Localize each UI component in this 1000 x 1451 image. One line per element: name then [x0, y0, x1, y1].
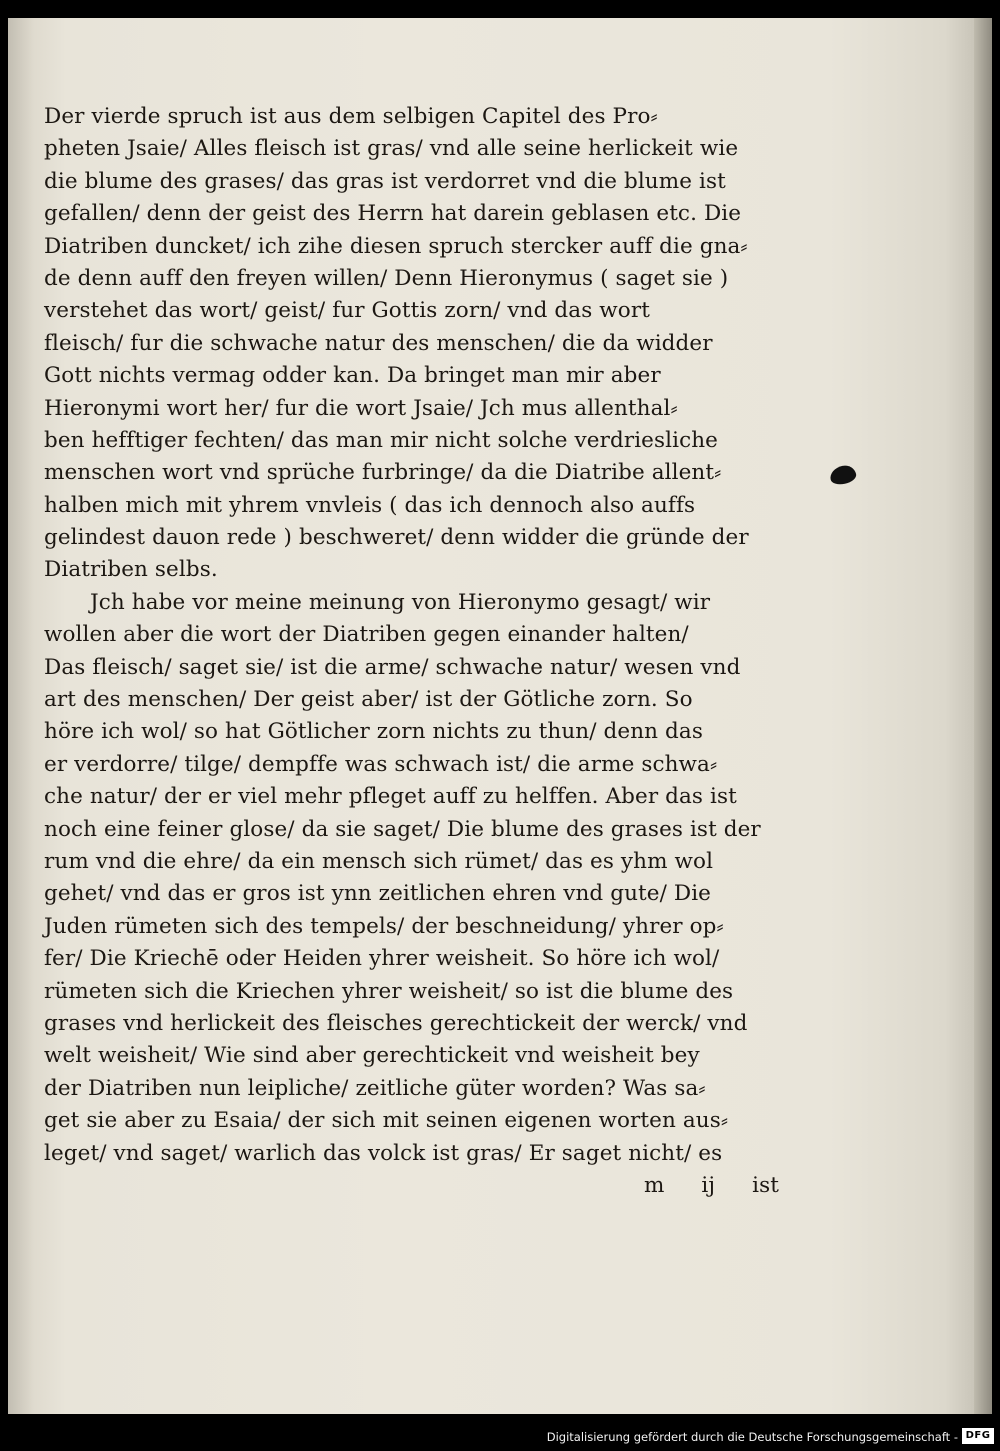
signature-line — [44, 1170, 784, 1202]
text-line: noch eine feiner glose/ da sie saget/ Die blume des grases ist der — [44, 816, 761, 842]
text-line: Diatriben selbs. — [44, 557, 218, 583]
text-line: er verdorre/ tilge/ dempffe was schwach ist/ die arme schwa⸗ — [44, 751, 718, 777]
text-line: Jch habe vor meine meinung von Hieronymo gesagt/ wir — [90, 589, 711, 615]
text-line: gehet/ vnd das er gros ist ynn zeitlichen ehren vnd gute/ Die — [44, 881, 712, 907]
text-line: Der vierde spruch ist aus dem selbigen Capitel des Pro⸗ — [44, 104, 658, 129]
text-line: art des menschen/ Der geist aber/ ist der Götliche zorn. So — [44, 687, 693, 713]
text-line: gelindest dauon rede ) beschweret/ denn widder die gründe der — [44, 525, 749, 551]
signature-mark: m ij — [644, 1172, 716, 1198]
text-line: fer/ Die Kriechē oder Heiden yhrer weisheit. So höre ich wol/ — [44, 946, 720, 972]
text-line: Das fleisch/ saget sie/ ist die arme/ schwache natur/ wesen vnd — [44, 654, 741, 680]
text-line: gefallen/ denn der geist des Herrn hat darein geblasen etc. Die — [44, 201, 742, 227]
text-line: che natur/ der er viel mehr pfleget auff zu helffen. Aber das ist — [44, 784, 737, 810]
paragraph-2 — [44, 587, 784, 1170]
text-line: die blume des grases/ das gras ist verdorret vnd die blume ist — [44, 168, 726, 194]
text-line: Diatriben duncket/ ich zihe diesen spruch stercker auff die gna⸗ — [44, 233, 748, 259]
text-line: menschen wort vnd sprüche furbringe/ da die Diatribe allent⸗ — [44, 460, 722, 486]
funding-notice: Digitalisierung gefördert durch die Deutsche Forschungsgemeinschaft - — [546, 1430, 958, 1444]
text-line: leget/ vnd saget/ warlich das volck ist gras/ Er saget nicht/ es — [44, 1140, 723, 1166]
text-line: verstehet das wort/ geist/ fur Gottis zorn/ vnd das wort — [44, 298, 650, 324]
catchword: ist — [752, 1172, 779, 1198]
text-line: rümeten sich die Kriechen yhrer weisheit/ so ist die blume des — [44, 978, 734, 1004]
dfg-logo: DFG — [962, 1428, 994, 1444]
text-line: der Diatriben nun leipliche/ zeitliche güter worden? Was sa⸗ — [44, 1075, 706, 1101]
text-line: rum vnd die ehre/ da ein mensch sich rümet/ das es yhm wol — [44, 848, 714, 874]
gutter-shadow — [8, 18, 34, 1414]
page-edge — [974, 18, 992, 1414]
text-line: ben hefftiger fechten/ das man mir nicht solche verdriesliche — [44, 427, 719, 453]
text-line: pheten Jsaie/ Alles fleisch ist gras/ vnd alle seine herlickeit wie — [44, 136, 739, 162]
text-line: grases vnd herlickeit des fleisches gerechtickeit der werck/ vnd — [44, 1010, 748, 1036]
text-line: de denn auff den freyen willen/ Denn Hieronymus ( saget sie ) — [44, 265, 729, 291]
paragraph-1 — [44, 101, 784, 587]
text-block — [44, 101, 784, 1202]
text-line: Hieronymi wort her/ fur die wort Jsaie/ Jch mus allenthal⸗ — [44, 395, 678, 421]
text-line: Juden rümeten sich des tempels/ der beschneidung/ yhrer op⸗ — [44, 913, 724, 939]
text-line: get sie aber zu Esaia/ der sich mit seinen eigenen worten aus⸗ — [44, 1108, 729, 1134]
text-line: halben mich mit yhrem vnvleis ( das ich dennoch also auffs — [44, 492, 696, 518]
text-line: höre ich wol/ so hat Götlicher zorn nichts zu thun/ denn das — [44, 719, 703, 745]
text-line: welt weisheit/ Wie sind aber gerechtickeit vnd weisheit bey — [44, 1043, 700, 1069]
text-line: Gott nichts vermag odder kan. Da bringet man mir aber — [44, 363, 661, 389]
text-line: wollen aber die wort der Diatriben gegen einander halten/ — [44, 622, 689, 648]
text-line: fleisch/ fur die schwache natur des menschen/ die da widder — [44, 330, 713, 356]
